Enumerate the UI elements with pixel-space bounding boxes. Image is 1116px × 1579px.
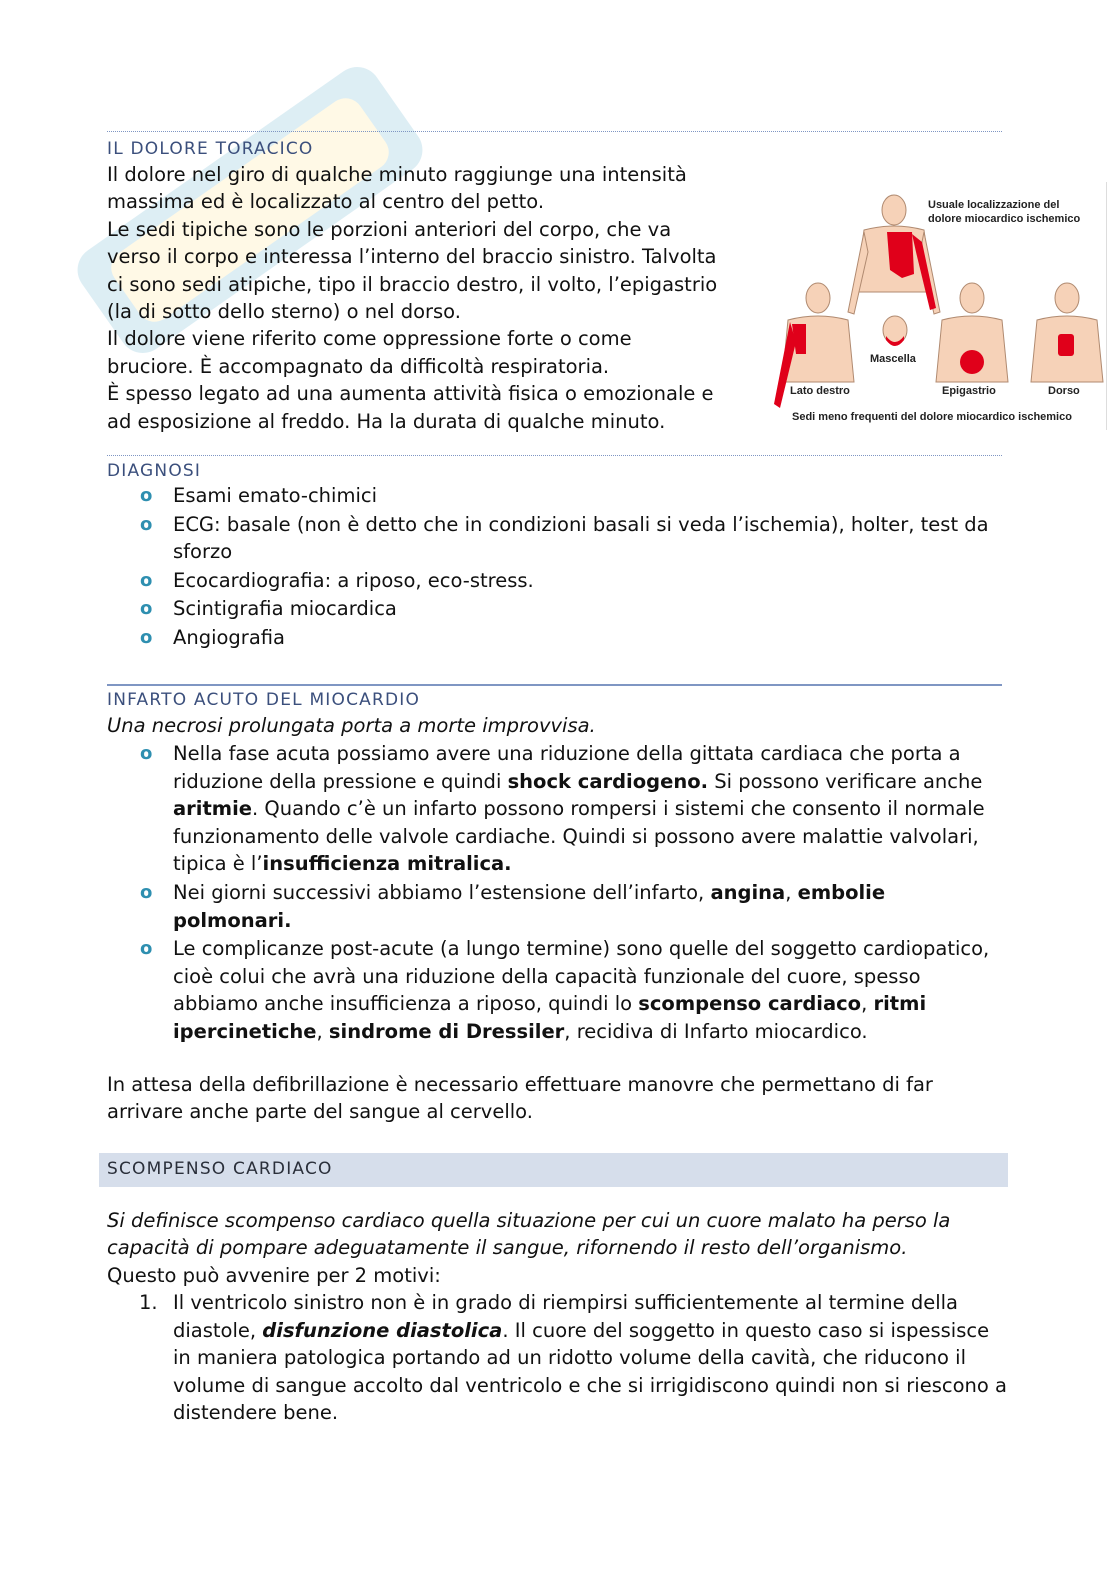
- figure-epigastric: [936, 283, 1008, 382]
- list-item: [107, 935, 1007, 1045]
- text-line: massima ed è localizzato al centro del petto.: [107, 190, 545, 214]
- text-run: . Quando c’è un infarto possono rompersi i sistemi che consento il normale funzionamento delle valvole cardiache. Quindi si possono avere malattie valvolari, tipica è l’: [173, 797, 985, 876]
- text-run: Il ventricolo sinistro non è in grado di riempirsi sufficientemente al termine della diastole,: [173, 1291, 959, 1342]
- text-line: ad esposizione al freddo. Ha la durata di qualche minuto.: [107, 409, 666, 433]
- text-run: ,: [316, 1019, 329, 1043]
- list-item: [107, 511, 1007, 566]
- section-heading-diagnosis: DIAGNOSI: [107, 461, 202, 481]
- list-item-text: Ecocardiografia: a riposo, eco-stress.: [173, 568, 534, 592]
- figure-caption: Sedi meno frequenti del dolore miocardico ischemico: [792, 411, 1072, 423]
- list-item-text: Scintigrafia miocardica: [173, 597, 397, 621]
- text-line: verso il corpo e interessa l’interno del braccio sinistro. Talvolta: [107, 245, 717, 269]
- chest-pain-text: [107, 161, 757, 435]
- bold-term: aritmie: [173, 797, 253, 821]
- figure-typical: [848, 195, 940, 314]
- text-run: , recidiva di Infarto miocardico.: [564, 1019, 868, 1043]
- bullet-marker: o: [140, 569, 153, 591]
- section-heading-chest-pain: IL DOLORE TORACICO: [107, 139, 314, 159]
- bold-term: ritmi ipercinetiche: [173, 992, 927, 1043]
- bold-term: shock cardiogeno.: [507, 769, 709, 793]
- list-number: 1.: [139, 1291, 158, 1314]
- list-item: [107, 482, 1007, 510]
- figure-label-back: Dorso: [1048, 385, 1080, 397]
- text-line: È spesso legato ad una aumenta attività fisica o emozionale e: [107, 382, 714, 406]
- list-item-text: Esami emato-chimici: [173, 484, 378, 507]
- text-run: Nei giorni successivi abbiamo l’estensione dell’infarto,: [173, 880, 711, 904]
- bullet-marker: o: [140, 598, 153, 620]
- pain-figure-illustration: [762, 182, 1106, 430]
- figure-title-line1: Usuale localizzazione del: [928, 199, 1060, 211]
- heart-failure-definition: Si definisce scompenso cardiaco quella situazione per cui un cuore malato ha perso la capacità di pompare adeguatamente il sangue, rifornendo il resto dell’organismo.: [107, 1209, 951, 1260]
- list-item: [107, 1289, 1007, 1427]
- bold-term: insufficienza mitralica.: [262, 852, 512, 876]
- figure-label-right-side: Lato destro: [790, 385, 850, 397]
- infarction-closing: In attesa della defibrillazione è necessario effettuare manovre che permettano di far arrivare anche parte del sangue al cervello.: [107, 1073, 933, 1124]
- list-item-text: Angiografia: [173, 625, 286, 649]
- bold-term: scompenso cardiaco: [638, 992, 862, 1016]
- text-line: bruciore. È accompagnato da difficoltà respiratoria.: [107, 354, 610, 378]
- list-item: [107, 624, 1007, 652]
- text-run: ,: [861, 992, 874, 1016]
- section-divider: [107, 455, 1002, 456]
- text-line: Il dolore viene riferito come oppressione forte o come: [107, 327, 632, 351]
- section-divider: [107, 131, 1002, 132]
- text-run: . Il cuore del soggetto in questo caso si ispessisce in maniera patologica portando ad un ridotto volume della cavità, che riducono il volume di sangue accolto dal ventricolo e che si irrigidiscono quindi non si riescono a distendere bene.: [173, 1318, 1007, 1425]
- section-divider: [107, 684, 1002, 686]
- text-run: ,: [785, 880, 798, 904]
- text-line: (la di sotto dello sterno) o nel dorso.: [107, 300, 461, 324]
- list-item: [107, 595, 1007, 623]
- text-line: ci sono sedi atipiche, tipo il braccio destro, il volto, l’epigastrio: [107, 272, 718, 296]
- text-run: Nella fase acuta possiamo avere una riduzione della gittata cardiaca che porta a riduzione della pressione e quindi: [173, 742, 961, 793]
- bullet-marker: o: [140, 626, 153, 648]
- figure-jaw: [883, 316, 907, 346]
- heart-failure-reasons-list: [107, 1289, 1007, 1428]
- figure-title-line2: dolore miocardico ischemico: [928, 213, 1081, 225]
- heart-failure-reasons-intro: Questo può avvenire per 2 motivi:: [107, 1264, 441, 1287]
- section-heading-heart-failure: SCOMPENSO CARDIACO: [107, 1159, 333, 1179]
- bold-italic-term: disfunzione diastolica: [262, 1318, 503, 1342]
- figure-back: [1031, 283, 1103, 382]
- text-line: Le sedi tipiche sono le porzioni anteriori del corpo, che va: [107, 217, 672, 241]
- text-line: Il dolore nel giro di qualche minuto raggiunge una intensità: [107, 163, 687, 186]
- section-heading-myocardial-infarction: INFARTO ACUTO DEL MIOCARDIO: [107, 690, 421, 710]
- figure-label-jaw: Mascella: [870, 353, 916, 365]
- list-item: [107, 879, 1007, 934]
- list-item: [107, 567, 1007, 595]
- infarction-list: [107, 740, 1007, 1047]
- figure-label-epigastric: Epigastrio: [942, 385, 996, 397]
- list-item-text: ECG: basale (non è detto che in condizioni basali si veda l’ischemia), holter, test da sforzo: [173, 512, 989, 564]
- bold-term: embolie polmonari.: [173, 880, 886, 932]
- bold-term: sindrome di Dressiler: [328, 1019, 565, 1043]
- bullet-marker: o: [140, 743, 153, 764]
- diagnosis-list: [107, 482, 1007, 653]
- text-run: Le complicanze post-acute (a lungo termine) sono quelle del soggetto cardiopatico, cioè colui che avrà una riduzione della capacità funzionale del cuore, spesso abbiamo anche insufficienza a riposo, quindi lo: [173, 937, 990, 1016]
- pain-localization-figure: [762, 182, 1107, 430]
- bullet-marker: o: [140, 485, 153, 506]
- bullet-marker: o: [140, 938, 153, 960]
- infarction-intro: Una necrosi prolungata porta a morte improvvisa.: [107, 714, 596, 737]
- bold-term: angina: [710, 880, 786, 904]
- list-item: [107, 740, 1007, 878]
- section-header-band: [99, 1153, 1008, 1187]
- bullet-marker: o: [140, 881, 153, 903]
- bullet-marker: o: [140, 513, 153, 535]
- text-run: Si possono verificare anche: [708, 769, 983, 793]
